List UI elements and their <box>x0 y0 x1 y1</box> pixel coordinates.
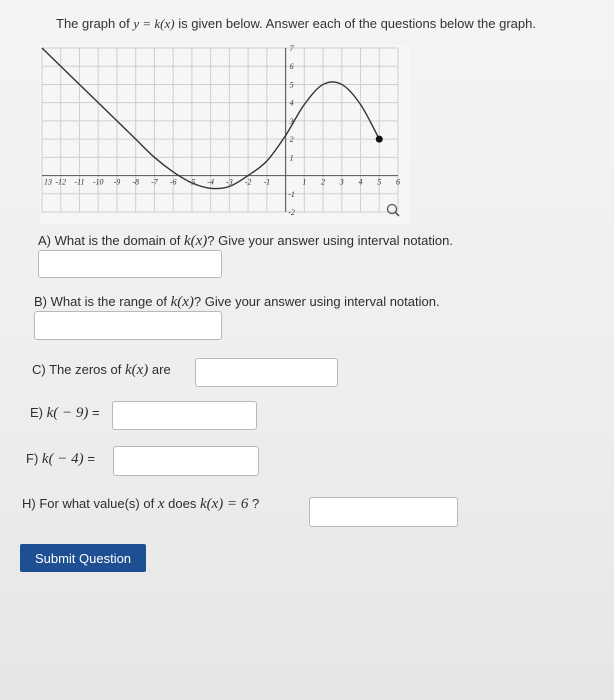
y-tick-label: -2 <box>288 208 295 217</box>
y-tick-label: 7 <box>289 44 294 53</box>
question-c-suffix: are <box>151 362 171 377</box>
question-header <box>56 16 586 32</box>
question-b-math: k(x) <box>170 294 194 310</box>
x-tick-label: -11 <box>74 177 85 187</box>
function-graph <box>40 44 410 224</box>
question-h <box>22 496 259 513</box>
question-f-text: F) <box>26 451 39 466</box>
question-b <box>34 294 440 311</box>
k-equals-6-input[interactable] <box>309 497 458 527</box>
question-c <box>32 362 171 379</box>
zeros-input[interactable] <box>195 358 338 387</box>
x-tick-label: 6 <box>396 177 400 187</box>
header-prefix: The graph of <box>56 16 130 31</box>
x-tick-label: 4 <box>358 177 363 187</box>
question-b-text: B) What is the range of <box>34 294 167 309</box>
x-tick-label: -7 <box>151 177 158 187</box>
submit-question-button[interactable]: Submit Question <box>20 544 146 572</box>
x-tick-label: 2 <box>321 177 326 187</box>
x-tick-label: -12 <box>55 177 67 187</box>
question-e-text: E) <box>30 405 43 420</box>
x-tick-label: -6 <box>169 177 177 187</box>
question-h-var: x <box>157 496 165 512</box>
question-e <box>30 405 100 422</box>
question-h-mid: does <box>168 496 197 511</box>
question-c-math: k(x) <box>124 362 149 378</box>
question-e-math: k( − 9) <box>46 405 89 421</box>
x-tick-label: 3 <box>339 177 344 187</box>
domain-input[interactable] <box>38 250 222 278</box>
k-neg9-input[interactable] <box>112 401 257 430</box>
y-tick-label: 5 <box>289 80 294 90</box>
y-tick-label: 4 <box>289 98 294 108</box>
question-f-math: k( − 4) <box>41 451 84 467</box>
y-tick-label: -1 <box>288 189 295 199</box>
graph-background <box>40 44 410 224</box>
y-tick-label: 3 <box>289 116 294 126</box>
range-input[interactable] <box>34 311 222 340</box>
question-a <box>38 233 453 250</box>
question-a-suffix: ? Give your answer using interval notation. <box>207 233 453 248</box>
question-f <box>26 451 95 468</box>
y-tick-label: 2 <box>289 135 294 145</box>
x-tick-label: 1 <box>302 177 307 187</box>
question-c-text: C) The zeros of <box>32 362 122 377</box>
x-tick-label: -4 <box>207 177 214 187</box>
question-a-text: A) What is the domain of <box>38 233 181 248</box>
question-h-text: H) For what value(s) of <box>22 496 155 511</box>
y-tick-label: 1 <box>289 153 294 163</box>
question-h-math: k(x) = 6 <box>199 496 249 512</box>
x-tick-label: -10 <box>92 177 104 187</box>
x-tick-label: -8 <box>132 177 140 187</box>
question-e-equals: = <box>92 405 100 420</box>
question-b-suffix: ? Give your answer using interval notation. <box>193 294 440 309</box>
k-neg4-input[interactable] <box>113 446 259 476</box>
x-tick-label: 5 <box>377 177 382 187</box>
header-suffix: is given below. Answer each of the questions below the graph. <box>178 16 536 31</box>
question-f-equals: = <box>87 451 95 466</box>
x-tick-label: -9 <box>113 177 121 187</box>
x-tick-label: -1 <box>263 177 271 187</box>
y-tick-label: 6 <box>289 62 294 72</box>
x-tick-label: -2 <box>244 177 252 187</box>
question-h-suffix: ? <box>252 496 260 511</box>
x-tick-label: -5 <box>188 177 196 187</box>
header-equation: y = k(x) <box>133 16 175 31</box>
question-a-math: k(x) <box>183 233 208 249</box>
endpoint-dot <box>376 136 383 143</box>
x-tick-label: 13 <box>44 177 52 187</box>
x-tick-label: -3 <box>226 177 233 187</box>
